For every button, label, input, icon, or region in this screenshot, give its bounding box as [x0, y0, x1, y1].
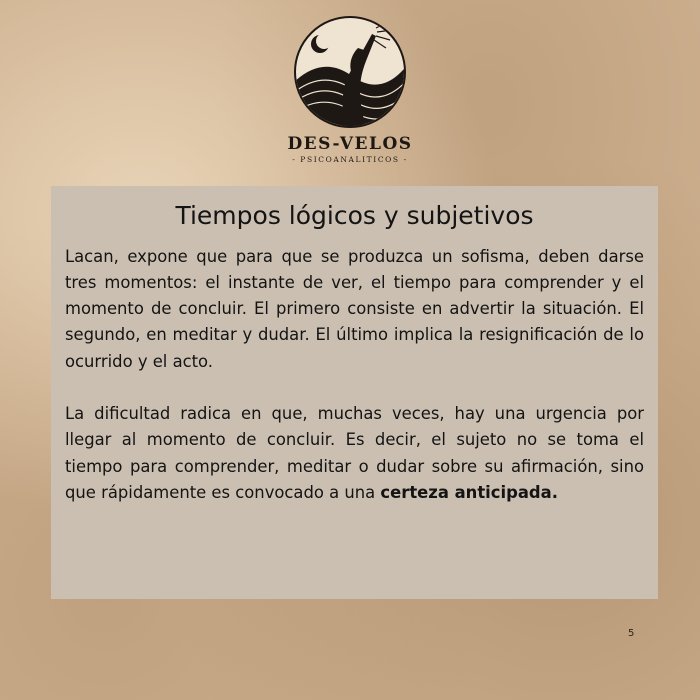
paragraph-2-text: La dificultad radica en que, muchas veces, hay una urgencia por llegar al momento de concluir. Es decir, el sujeto no se toma el tiempo para comprender, meditar o dudar sobre su afirmación, sino que rápidamente es convocado a una	[65, 403, 644, 502]
brand-name: DES-VELOS	[287, 134, 413, 154]
content-card	[51, 186, 658, 599]
page-number: 5	[628, 628, 635, 639]
brand-logo	[0, 14, 700, 164]
card-title: Tiempos lógicos y subjetivos	[175, 201, 534, 230]
paragraph-2	[61, 401, 648, 506]
paragraph-2-bold: certeza anticipada.	[380, 482, 558, 502]
woman-moon-emblem-icon	[292, 14, 408, 130]
paragraph-1: Lacan, expone que para que se produzca un sofisma, deben darse tres momentos: el instante de ver, el tiempo para comprender y el momento de concluir. El primero consiste en advertir la situación. El segundo, en meditar y dudar. El último implica la resignificación de lo ocurrido y el acto.	[65, 246, 644, 371]
brand-tagline: - PSICOANALITICOS -	[292, 155, 408, 164]
